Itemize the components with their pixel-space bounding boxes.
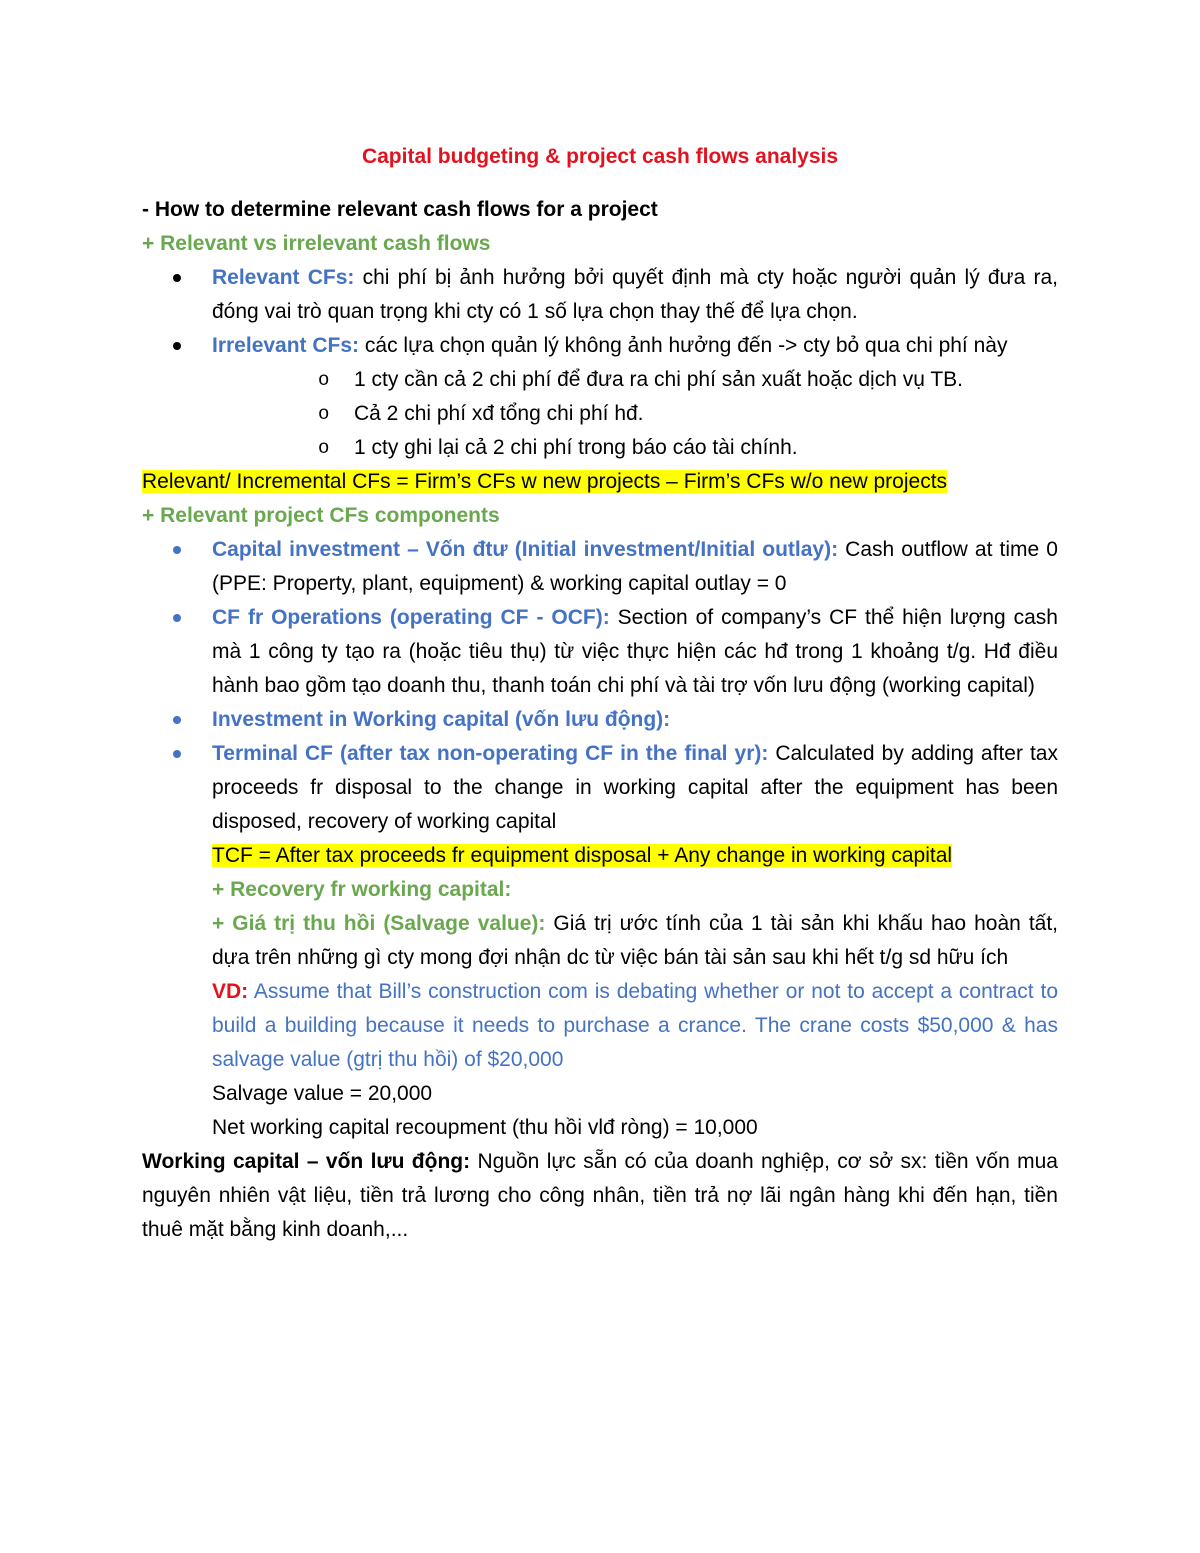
example-label: VD: bbox=[212, 980, 249, 1003]
list-item bbox=[142, 601, 1058, 703]
term-irrelevant-cfs: Irrelevant CFs: bbox=[212, 334, 360, 357]
highlighted-formula: Relevant/ Incremental CFs = Firm’s CFs w new projects – Firm’s CFs w/o new projects bbox=[142, 470, 948, 493]
term-salvage-value: + Giá trị thu hồi (Salvage value): bbox=[212, 912, 546, 935]
sub-list-item: o Cả 2 chi phí xđ tổng chi phí hđ. bbox=[142, 397, 1058, 431]
list-item bbox=[142, 737, 1058, 839]
definition-text: Section of company’s CF thể hiện lượng cash mà 1 công ty tạo ra (hoặc tiêu thụ) từ việc thực hiện các hđ trong 1 khoảng t/g. Hđ điều hành bao gồm tạo doanh thu, thanh toán chi phí và tài trợ vốn lưu động (working capital) bbox=[212, 606, 1058, 697]
term-capital-investment: Capital investment – Vốn đtư (Initial investment/Initial outlay): bbox=[212, 538, 839, 561]
document-body bbox=[142, 140, 1058, 1247]
irrelevant-sub-list bbox=[142, 363, 1058, 465]
relevant-irrelevant-list bbox=[142, 261, 1058, 363]
section-heading-relevant-cash-flows: - How to determine relevant cash flows for a project bbox=[142, 198, 658, 221]
tcf-formula bbox=[142, 839, 1058, 873]
list-item bbox=[142, 703, 1058, 737]
salvage-value-line: Salvage value = 20,000 bbox=[212, 1082, 433, 1105]
definition-text: chi phí bị ảnh hưởng bởi quyết định mà cty hoặc người quản lý đưa ra, đóng vai trò quan trọng khi cty có 1 số lựa chọn thay thế để lựa chọn. bbox=[212, 266, 1058, 323]
definition-text: Nguồn lực sẵn có của doanh nghiệp, cơ sở sx: tiền vốn mua nguyên nhiên vật liệu, tiền trả lương cho công nhân, tiền trả nợ lãi ngân hàng khi đến hạn, tiền thuê mặt bằng kinh doanh,... bbox=[142, 1150, 1058, 1241]
term-working-capital: Working capital – vốn lưu động: bbox=[142, 1150, 471, 1173]
definition-text: Giá trị ước tính của 1 tài sản khi khấu hao hoàn tất, dựa trên những gì cty mong đợi nhận dc từ việc bán tài sản sau khi hết t/g sd hữu ích bbox=[212, 912, 1058, 969]
term-relevant-cfs: Relevant CFs: bbox=[212, 266, 355, 289]
definition-text: Calculated by adding after tax proceeds fr disposal to the change in working capital after the equipment has been disposed, recovery of working capital bbox=[212, 742, 1058, 833]
list-item bbox=[142, 533, 1058, 601]
sub-heading-relevant-vs-irrelevant: + Relevant vs irrelevant cash flows bbox=[142, 232, 491, 255]
page-title: Capital budgeting & project cash flows analysis bbox=[361, 145, 839, 168]
example-paragraph bbox=[142, 975, 1058, 1077]
term-working-capital-investment: Investment in Working capital (vốn lưu động): bbox=[212, 708, 671, 731]
cf-components-list bbox=[142, 533, 1058, 839]
working-capital-paragraph bbox=[142, 1145, 1058, 1247]
example-text: Assume that Bill’s construction com is debating whether or not to accept a contract to build a building because it needs to purchase a crance. The crane costs $50,000 & has salvage value (gtrị thu hồi) of $20,000 bbox=[212, 980, 1058, 1071]
nwc-recoupment-line: Net working capital recoupment (thu hồi vlđ ròng) = 10,000 bbox=[212, 1116, 758, 1139]
sub-heading-project-cf-components: + Relevant project CFs components bbox=[142, 504, 500, 527]
sub-list-item: o 1 cty ghi lại cả 2 chi phí trong báo cáo tài chính. bbox=[142, 431, 1058, 465]
definition-text: Cash outflow at time 0 (PPE: Property, plant, equipment) & working capital outlay = 0 bbox=[212, 538, 1058, 595]
incremental-cf-formula bbox=[142, 465, 1058, 499]
list-item bbox=[142, 329, 1058, 363]
highlighted-formula: TCF = After tax proceeds fr equipment disposal + Any change in working capital bbox=[212, 844, 953, 867]
salvage-value-paragraph bbox=[142, 907, 1058, 975]
sub-list-item: o 1 cty cần cả 2 chi phí để đưa ra chi phí sản xuất hoặc dịch vụ TB. bbox=[142, 363, 1058, 397]
term-terminal-cf: Terminal CF (after tax non-operating CF in the final yr): bbox=[212, 742, 769, 765]
term-operating-cf: CF fr Operations (operating CF - OCF): bbox=[212, 606, 610, 629]
definition-text: các lựa chọn quản lý không ảnh hưởng đến -> cty bỏ qua chi phí này bbox=[359, 334, 1008, 357]
list-item bbox=[142, 261, 1058, 329]
recovery-heading: + Recovery fr working capital: bbox=[212, 878, 512, 901]
